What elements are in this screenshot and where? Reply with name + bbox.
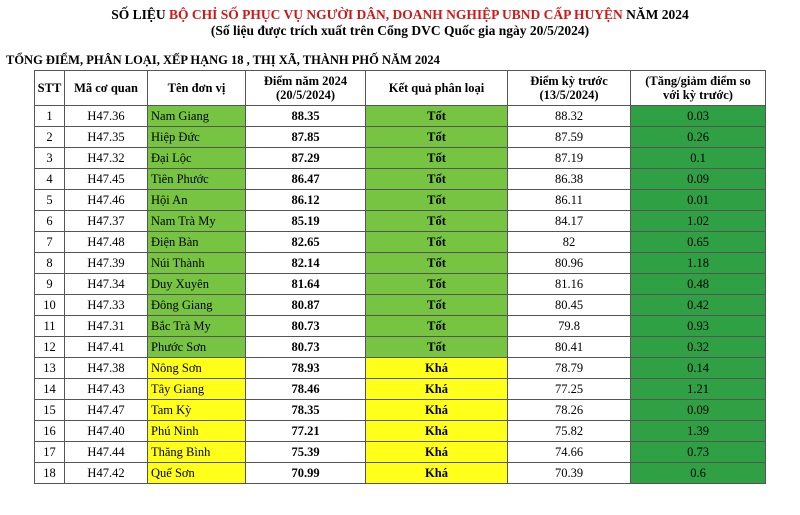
cell-prev-score: 80.96: [508, 253, 631, 274]
cell-unit-name: Tây Giang: [148, 379, 246, 400]
cell-unit-name: Quế Sơn: [148, 463, 246, 484]
col-header-stt: STT: [35, 71, 65, 106]
table-row: [35, 421, 766, 442]
cell-stt: 12: [35, 337, 65, 358]
cell-code: H47.47: [65, 400, 148, 421]
cell-result: Tốt: [366, 148, 508, 169]
col-header-diff: [631, 71, 766, 106]
cell-code: H47.34: [65, 274, 148, 295]
cell-code: H47.41: [65, 337, 148, 358]
cell-prev-score: 78.79: [508, 358, 631, 379]
cell-result: Khá: [366, 379, 508, 400]
cell-code: H47.46: [65, 190, 148, 211]
cell-diff: 0.93: [631, 316, 766, 337]
cell-code: H47.33: [65, 295, 148, 316]
cell-unit-name: Hội An: [148, 190, 246, 211]
cell-diff: 0.6: [631, 463, 766, 484]
cell-score: 87.85: [246, 127, 366, 148]
table-row: [35, 442, 766, 463]
cell-unit-name: Tiên Phước: [148, 169, 246, 190]
title-prefix: SỐ LIỆU: [111, 7, 169, 22]
table-row: [35, 358, 766, 379]
cell-score: 80.73: [246, 337, 366, 358]
cell-stt: 6: [35, 211, 65, 232]
cell-score: 86.47: [246, 169, 366, 190]
cell-prev-score: 81.16: [508, 274, 631, 295]
cell-result: Khá: [366, 400, 508, 421]
cell-score: 82.14: [246, 253, 366, 274]
cell-unit-name: Núi Thành: [148, 253, 246, 274]
table-row: [35, 295, 766, 316]
table-row: [35, 190, 766, 211]
col-header-prev-line1: Điểm kỳ trước: [530, 74, 608, 88]
report-subtitle: (Số liệu được trích xuất trên Cổng DVC Quốc gia ngày 20/5/2024): [210, 23, 590, 38]
cell-result: Tốt: [366, 211, 508, 232]
cell-prev-score: 86.11: [508, 190, 631, 211]
cell-stt: 5: [35, 190, 65, 211]
cell-diff: 0.73: [631, 442, 766, 463]
cell-prev-score: 77.25: [508, 379, 631, 400]
col-header-prev: [508, 71, 631, 106]
cell-result: Khá: [366, 421, 508, 442]
cell-score: 78.35: [246, 400, 366, 421]
cell-diff: 0.01: [631, 190, 766, 211]
cell-code: H47.42: [65, 463, 148, 484]
cell-diff: 0.32: [631, 337, 766, 358]
table-row: [35, 379, 766, 400]
cell-prev-score: 80.41: [508, 337, 631, 358]
cell-result: Tốt: [366, 253, 508, 274]
col-header-score-line2: (20/5/2024): [275, 88, 336, 102]
cell-prev-score: 80.45: [508, 295, 631, 316]
cell-diff: 0.09: [631, 400, 766, 421]
cell-result: Tốt: [366, 337, 508, 358]
cell-diff: 1.18: [631, 253, 766, 274]
cell-code: H47.38: [65, 358, 148, 379]
cell-diff: 0.42: [631, 295, 766, 316]
cell-prev-score: 87.19: [508, 148, 631, 169]
cell-stt: 4: [35, 169, 65, 190]
cell-prev-score: 78.26: [508, 400, 631, 421]
cell-code: H47.35: [65, 127, 148, 148]
col-header-score: [246, 71, 366, 106]
cell-result: Tốt: [366, 169, 508, 190]
cell-stt: 14: [35, 379, 65, 400]
cell-stt: 9: [35, 274, 65, 295]
cell-unit-name: Hiệp Đức: [148, 127, 246, 148]
cell-code: H47.44: [65, 442, 148, 463]
cell-result: Tốt: [366, 232, 508, 253]
cell-code: H47.32: [65, 148, 148, 169]
cell-unit-name: Đại Lộc: [148, 148, 246, 169]
cell-prev-score: 75.82: [508, 421, 631, 442]
cell-prev-score: 79.8: [508, 316, 631, 337]
cell-score: 88.35: [246, 106, 366, 127]
cell-code: H47.39: [65, 253, 148, 274]
table-row: [35, 316, 766, 337]
cell-score: 80.87: [246, 295, 366, 316]
cell-prev-score: 82: [508, 232, 631, 253]
cell-result: Tốt: [366, 274, 508, 295]
cell-diff: 0.65: [631, 232, 766, 253]
table-row: [35, 463, 766, 484]
table-row: [35, 337, 766, 358]
cell-score: 70.99: [246, 463, 366, 484]
cell-prev-score: 84.17: [508, 211, 631, 232]
cell-unit-name: Bắc Trà My: [148, 316, 246, 337]
col-header-diff-line1: (Tăng/giảm điểm so: [645, 74, 751, 88]
table-row: [35, 148, 766, 169]
table-title: TỔNG ĐIỂM, PHÂN LOẠI, XẾP HẠNG 18 , THỊ XÃ, THÀNH PHỐ NĂM 2024: [6, 53, 440, 67]
col-header-prev-line2: (13/5/2024): [539, 88, 599, 102]
cell-unit-name: Nam Giang: [148, 106, 246, 127]
cell-score: 82.65: [246, 232, 366, 253]
cell-result: Tốt: [366, 190, 508, 211]
cell-result: Khá: [366, 463, 508, 484]
cell-score: 86.12: [246, 190, 366, 211]
cell-stt: 1: [35, 106, 65, 127]
cell-diff: 0.1: [631, 148, 766, 169]
cell-diff: 1.39: [631, 421, 766, 442]
cell-prev-score: 88.32: [508, 106, 631, 127]
cell-diff: 0.03: [631, 106, 766, 127]
table-row: [35, 232, 766, 253]
cell-unit-name: Phước Sơn: [148, 337, 246, 358]
cell-diff: 0.26: [631, 127, 766, 148]
col-header-code: Mã cơ quan: [65, 71, 148, 106]
table-row: [35, 253, 766, 274]
cell-code: H47.48: [65, 232, 148, 253]
cell-code: H47.45: [65, 169, 148, 190]
cell-diff: 0.48: [631, 274, 766, 295]
cell-code: H47.31: [65, 316, 148, 337]
cell-score: 85.19: [246, 211, 366, 232]
cell-code: H47.36: [65, 106, 148, 127]
title-highlight: BỘ CHỈ SỐ PHỤC VỤ NGƯỜI DÂN, DOANH NGHIỆP UBND CẤP HUYỆN: [169, 7, 623, 22]
report-title: [0, 7, 800, 23]
cell-unit-name: Điện Bàn: [148, 232, 246, 253]
cell-result: Tốt: [366, 127, 508, 148]
cell-stt: 13: [35, 358, 65, 379]
cell-stt: 2: [35, 127, 65, 148]
table-row: [35, 106, 766, 127]
table-row: [35, 400, 766, 421]
cell-code: H47.43: [65, 379, 148, 400]
cell-score: 78.93: [246, 358, 366, 379]
cell-prev-score: 86.38: [508, 169, 631, 190]
col-header-diff-line2: với kỳ trước): [663, 88, 733, 102]
cell-diff: 0.09: [631, 169, 766, 190]
table-header-row: [35, 71, 766, 106]
cell-unit-name: Đông Giang: [148, 295, 246, 316]
cell-score: 81.64: [246, 274, 366, 295]
cell-stt: 17: [35, 442, 65, 463]
cell-unit-name: Thăng Bình: [148, 442, 246, 463]
cell-prev-score: 74.66: [508, 442, 631, 463]
cell-diff: 0.14: [631, 358, 766, 379]
cell-stt: 11: [35, 316, 65, 337]
cell-stt: 16: [35, 421, 65, 442]
cell-stt: 7: [35, 232, 65, 253]
cell-result: Tốt: [366, 295, 508, 316]
cell-unit-name: Tam Kỳ: [148, 400, 246, 421]
col-header-score-line1: Điểm năm 2024: [263, 74, 348, 88]
cell-diff: 1.21: [631, 379, 766, 400]
cell-result: Khá: [366, 358, 508, 379]
cell-result: Tốt: [366, 106, 508, 127]
cell-score: 87.29: [246, 148, 366, 169]
cell-result: Tốt: [366, 316, 508, 337]
cell-score: 77.21: [246, 421, 366, 442]
cell-stt: 3: [35, 148, 65, 169]
cell-score: 78.46: [246, 379, 366, 400]
ranking-table: [34, 70, 766, 484]
cell-stt: 10: [35, 295, 65, 316]
cell-stt: 15: [35, 400, 65, 421]
cell-unit-name: Phú Ninh: [148, 421, 246, 442]
cell-code: H47.37: [65, 211, 148, 232]
table-row: [35, 211, 766, 232]
cell-prev-score: 87.59: [508, 127, 631, 148]
cell-unit-name: Nam Trà My: [148, 211, 246, 232]
cell-score: 75.39: [246, 442, 366, 463]
cell-unit-name: Nông Sơn: [148, 358, 246, 379]
col-header-result: Kết quả phân loại: [366, 71, 508, 106]
cell-code: H47.40: [65, 421, 148, 442]
cell-stt: 8: [35, 253, 65, 274]
table-row: [35, 127, 766, 148]
cell-result: Khá: [366, 442, 508, 463]
cell-unit-name: Duy Xuyên: [148, 274, 246, 295]
col-header-name: Tên đơn vị: [148, 71, 246, 106]
table-row: [35, 274, 766, 295]
title-suffix: NĂM 2024: [622, 7, 689, 22]
cell-prev-score: 70.39: [508, 463, 631, 484]
table-row: [35, 169, 766, 190]
cell-diff: 1.02: [631, 211, 766, 232]
cell-stt: 18: [35, 463, 65, 484]
cell-score: 80.73: [246, 316, 366, 337]
